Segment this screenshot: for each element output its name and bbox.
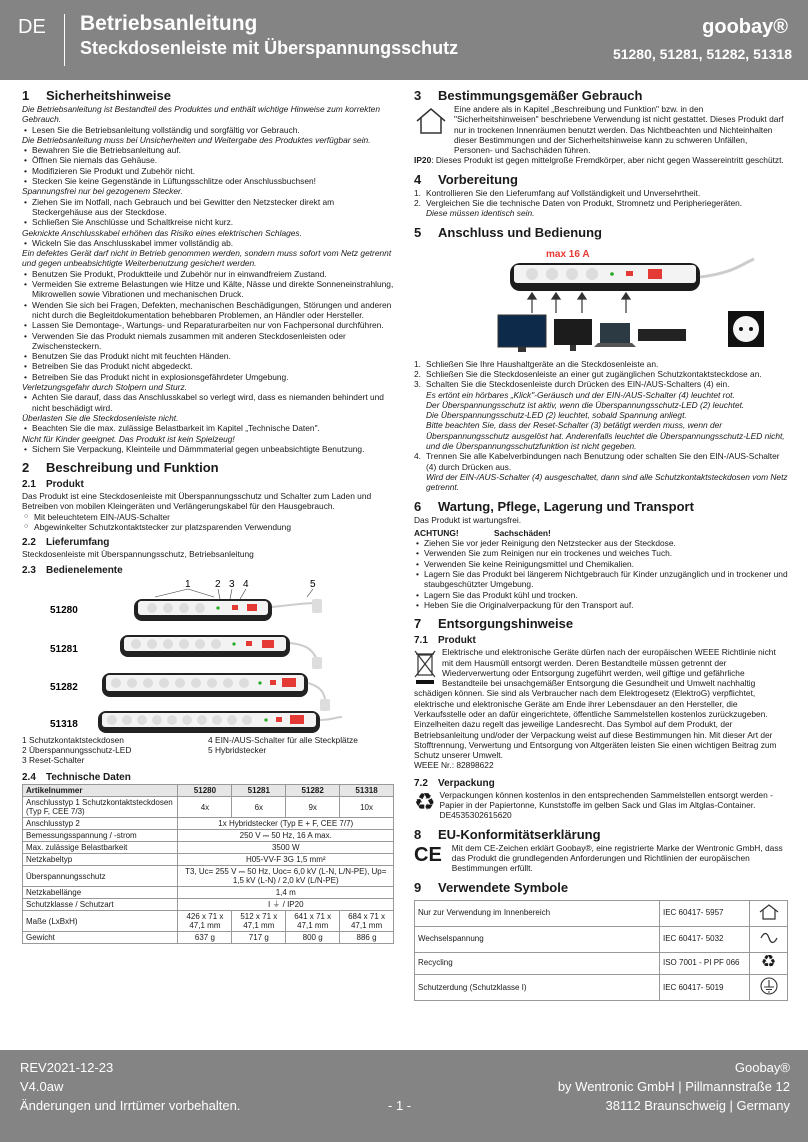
list-item: • Modifizieren Sie Produkt und Zubehör nicht. bbox=[22, 166, 394, 176]
italic-note: Ein defektes Gerät darf nicht in Betrieb genommen werden, sondern muss sofort vom Netz getrennt und gegen unbeabsichtigte Weiterbenutzung gesichert werden. bbox=[22, 248, 392, 269]
list-item: • Achten Sie darauf, dass das Anschlusskabel so verlegt wird, dass es niemanden behindert und nicht beschädigt wird. bbox=[22, 392, 394, 413]
goobay-logo: goobay® bbox=[702, 16, 788, 38]
table-header-cell: 51318 bbox=[340, 785, 394, 797]
packaging-registration: DE4535302615620 bbox=[439, 810, 512, 821]
power-strip bbox=[510, 263, 700, 291]
step-note: Es ertönt ein hörbares „Klick"-Geräusch und der EIN-/AUS-Schalter (4) leuchtet rot. bbox=[426, 389, 735, 400]
recycle-icon: ♻ bbox=[414, 788, 436, 816]
list-item: • Stecken Sie keine Gegenstände in Lüftungsschlitze oder Anschlussbuchsen! bbox=[22, 176, 394, 186]
section-8-heading: 8 EU-Konformitätserklärung bbox=[414, 826, 601, 842]
section-2-heading: 2 Beschreibung und Funktion bbox=[22, 460, 219, 476]
model-label-51280: 51280 bbox=[50, 604, 78, 616]
table-header-cell: 51281 bbox=[232, 785, 286, 797]
recycle-icon: ♻ bbox=[750, 953, 788, 975]
step-note: Bitte beachten Sie, dass der Reset-Schalter (3) betätigt werden muss, wenn der Überspannungsschutz ausgelöst hat. Anderenfalls leuchtet die Überspannungsschutz-LED nicht, und die Überspannungsschutzfunktion ist nicht gegeben. bbox=[426, 420, 785, 452]
max-current-label: max 16 A bbox=[546, 248, 590, 260]
row-value: 1x Hybridstecker (Typ E + F, CEE 7/7) bbox=[178, 818, 394, 830]
conformity-text: Mit dem CE-Zeichen erklärt Goobay®, eine registrierte Marke der Wentronic GmbH, dass das Produkt die grundlegenden Anforderungen und Richtlinien der europäischen Bestimmungen erfüllt. bbox=[451, 842, 783, 874]
row-value: 9x bbox=[286, 797, 340, 818]
section-2-1-heading: 2.1 Produkt bbox=[22, 479, 84, 491]
row-value: T3, Uc= 255 V ⎓ 50 Hz, Uoc= 6,0 kV (L-N, L/N-PE), Up= 1,5 kV (L-N) / 2,0 kV (L/N-PE) bbox=[178, 866, 394, 887]
list-item: • Ziehen Sie vor jeder Reinigung den Netzstecker aus der Steckdose. bbox=[414, 538, 788, 548]
step-text: Schließen Sie die Steckdosenleiste an einer gut zugänglichen Schutzkontaktsteckdose an. bbox=[426, 368, 762, 379]
monitor-icon bbox=[554, 319, 592, 351]
table-header-row bbox=[23, 785, 394, 797]
bullet-list bbox=[22, 197, 394, 228]
disclaimer: Änderungen und Irrtümer vorbehalten. bbox=[20, 1098, 241, 1113]
row-label: Überspannungsschutz bbox=[23, 866, 178, 887]
list-item: • Beachten Sie die max. zulässige Belastbarkeit im Kapitel „Technische Daten". bbox=[22, 423, 394, 433]
attention-warning: ACHTUNG! Sachschäden! bbox=[414, 527, 551, 538]
house-icon bbox=[414, 106, 448, 136]
step-note: Wird der EIN-/AUS-Schalter (4) ausgeschaltet, dann sind alle Schutzkontaktsteckdosen vom Netz getrennt. bbox=[426, 471, 788, 493]
step-body bbox=[426, 379, 788, 451]
list-item: • Ziehen Sie im Notfall, nach Gebrauch und bei Gewitter den Netzstecker direkt am Steckergehäuse aus der Steckdose. bbox=[22, 197, 394, 218]
bullet-list bbox=[22, 125, 394, 135]
page-header bbox=[0, 0, 808, 80]
weee-bin-icon bbox=[414, 649, 436, 685]
step-number: 3. bbox=[414, 379, 421, 390]
list-item: • Betreiben Sie das Produkt nicht abgedeckt. bbox=[22, 361, 394, 371]
list-item: • Öffnen Sie niemals das Gehäuse. bbox=[22, 155, 394, 165]
section-2-3-heading: 2.3 Bedienelemente bbox=[22, 564, 123, 576]
list-item bbox=[414, 379, 788, 451]
maintenance-list bbox=[414, 538, 788, 610]
list-item bbox=[414, 359, 788, 369]
list-item: • Bewahren Sie die Betriebsanleitung auf. bbox=[22, 145, 394, 155]
row-label: Schutzklasse / Schutzart bbox=[23, 899, 178, 911]
list-item bbox=[414, 369, 788, 379]
list-item: • Sichern Sie Verpackung, Kleinteile und Dämmmaterial gegen unbeabsichtigte Benutzung. bbox=[22, 444, 394, 454]
revision: REV2021-12-23 bbox=[20, 1060, 114, 1075]
symbol-description: Schutzerdung (Schutzklasse I) bbox=[415, 975, 660, 1001]
step-note: Der Überspannungsschutz ist aktiv, wenn die Überspannungsschutz-LED (2) leuchtet. bbox=[426, 399, 745, 410]
row-value: 426 x 71 x 47,1 mm bbox=[178, 911, 232, 932]
step-body bbox=[426, 369, 762, 379]
symbol-description: Wechselspannung bbox=[415, 926, 660, 952]
step-note: Die Überspannungsschutz-LED (2) leuchtet, sobald Spannung anliegt. bbox=[426, 410, 687, 421]
symbol-description: Recycling bbox=[415, 953, 660, 975]
list-item: • Verwenden Sie zum Reinigen nur ein trockenes und weiches Tuch. bbox=[414, 548, 788, 558]
section-4-heading: 4 Vorbereitung bbox=[414, 171, 518, 187]
symbols-table bbox=[414, 900, 788, 1002]
legend-item: 2 Überspannungsschutz-LED bbox=[22, 744, 132, 755]
table-header-cell: Artikelnummer bbox=[23, 785, 178, 797]
bullet-list bbox=[22, 444, 394, 454]
earth-icon bbox=[750, 975, 788, 1001]
list-item: • Benutzen Sie das Produkt nicht mit feuchten Händen. bbox=[22, 351, 394, 361]
row-value: 717 g bbox=[232, 932, 286, 944]
list-item: ○ Mit beleuchtetem EIN-/AUS-Schalter bbox=[22, 512, 394, 522]
legend-item: 5 Hybridstecker bbox=[208, 744, 267, 755]
ip20-note: IP20: Dieses Produkt ist gegen mittelgroße Fremdkörper, aber nicht gegen Wassereintritt geschützt. bbox=[414, 155, 784, 166]
section-7-1-heading: 7.1 Produkt bbox=[414, 635, 476, 647]
section-2-4-heading: 2.4 Technische Daten bbox=[22, 772, 131, 784]
bullet-list bbox=[22, 145, 394, 186]
table-row bbox=[415, 953, 788, 975]
brand: Goobay® bbox=[734, 1060, 790, 1075]
row-label: Anschlusstyp 2 bbox=[23, 818, 178, 830]
intended-use-text: Eine andere als in Kapitel „Beschreibung und Funktion" bzw. in den "Sicherheitshinweisen" beschriebene Verwendung ist nicht gestattet. Dieses Produkt darf nur in trockenen Innenräumen benutzt werden. Das Nichtbeachten und Nichteinhalten dieser Bestimmungen und der Sicherheitshinweise kann zu schweren Unfällen, Personen- und Sachschäden führen. bbox=[454, 104, 784, 156]
power-strip-51318 bbox=[98, 711, 342, 733]
callout-1: 1 bbox=[185, 578, 191, 590]
table-row bbox=[23, 830, 394, 842]
symbol-standard: ISO 7001 - PI PF 066 bbox=[660, 953, 750, 975]
step-number: 4. bbox=[414, 451, 421, 462]
italic-note: Verletzungsgefahr durch Stolpern und Sturz. bbox=[22, 382, 187, 393]
list-item: 1. Kontrollieren Sie den Lieferumfang auf Vollständigkeit und Unversehrtheit. bbox=[414, 187, 701, 198]
model-label-51318: 51318 bbox=[50, 718, 78, 730]
section-2-2-heading: 2.2 Lieferumfang bbox=[22, 537, 110, 549]
language-code: DE bbox=[18, 16, 46, 38]
row-label: Gewicht bbox=[23, 932, 178, 944]
row-label: Bemessungsspannung / -strom bbox=[23, 830, 178, 842]
left-column bbox=[22, 84, 394, 1041]
header-divider bbox=[64, 14, 65, 66]
packaging-text: Verpackungen können kostenlos in den entsprechenden Sammelstellen entsorgt werden - Papier in der Papiertonne, Kunststoffe im gelben Sack und Glas im Altglas-Container. bbox=[439, 789, 773, 811]
table-row bbox=[415, 900, 788, 926]
list-item: ○ Abgewinkelter Schutzkontaktstecker zur platzsparenden Verwendung bbox=[22, 522, 394, 532]
bullet-list bbox=[22, 423, 394, 433]
callout-4: 4 bbox=[243, 578, 249, 590]
list-item: • Wickeln Sie das Anschlusskabel immer vollständig ab. bbox=[22, 238, 394, 248]
callout-5: 5 bbox=[310, 578, 316, 590]
symbol-standard: IEC 60417- 5019 bbox=[660, 975, 750, 1001]
step-text: Schalten Sie die Steckdosenleiste durch Drücken des EIN-/AUS-Schalters (4) ein. bbox=[426, 379, 730, 390]
row-label: Max. zulässige Belastbarkeit bbox=[23, 842, 178, 854]
table-header-cell: 51282 bbox=[286, 785, 340, 797]
power-strip-51280 bbox=[134, 599, 322, 621]
document-subtitle: Steckdosenleiste mit Überspannungsschutz bbox=[80, 38, 459, 58]
italic-note: Geknickte Anschlusskabel erhöhen das Risiko eines elektrischen Schlages. bbox=[22, 227, 302, 238]
row-value: 800 g bbox=[286, 932, 340, 944]
table-row bbox=[23, 818, 394, 830]
row-value: 512 x 71 x 47,1 mm bbox=[232, 911, 286, 932]
laptop-icon bbox=[594, 323, 636, 347]
safety-instructions bbox=[22, 104, 394, 454]
step-text: Trennen Sie alle Kabelverbindungen nach Benutzung oder schalten Sie den EIN-/AUS-Schalter (4) durch Drücken aus. bbox=[426, 451, 780, 472]
row-value: 4x bbox=[178, 797, 232, 818]
connection-diagram bbox=[414, 243, 788, 355]
bullet-list bbox=[22, 238, 394, 248]
preparation-list bbox=[414, 188, 788, 209]
row-label: Maße (LxBxH) bbox=[23, 911, 178, 932]
version: V4.0aw bbox=[20, 1079, 64, 1094]
italic-note: Nicht für Kinder geeignet. Das Produkt ist kein Spielzeug! bbox=[22, 433, 235, 444]
tv-icon bbox=[498, 315, 546, 352]
list-item: • Verwenden Sie das Produkt niemals zusammen mit anderen Steckdosenleisten oder Zwischensteckern. bbox=[22, 331, 394, 352]
row-value: 6x bbox=[232, 797, 286, 818]
row-label: Anschlusstyp 1 Schutzkontaktsteckdosen (Typ F, CEE 7/3) bbox=[23, 797, 178, 818]
table-row bbox=[23, 866, 394, 887]
table-row bbox=[23, 797, 394, 818]
power-strip-51282 bbox=[102, 673, 330, 711]
model-label-51282: 51282 bbox=[50, 681, 78, 693]
table-header-cell: 51280 bbox=[178, 785, 232, 797]
technical-data-table bbox=[22, 784, 394, 944]
list-item: • Schließen Sie Anschlüsse und Schaltkreise nicht kurz. bbox=[22, 217, 394, 227]
legend-item: 3 Reset-Schalter bbox=[22, 755, 85, 766]
address-line-1: by Wentronic GmbH | Pillmannstraße 12 bbox=[557, 1079, 790, 1094]
callout-3: 3 bbox=[229, 578, 235, 590]
section-6-heading: 6 Wartung, Pflege, Lagerung und Transport bbox=[414, 498, 694, 514]
table-row bbox=[23, 911, 394, 932]
model-numbers: 51280, 51281, 51282, 51318 bbox=[612, 46, 792, 62]
symbol-standard: IEC 60417- 5032 bbox=[660, 926, 750, 952]
wall-socket-icon bbox=[728, 311, 764, 347]
italic-note: Die Betriebsanleitung muss bei Unsicherheiten und Weitergabe des Produktes verfügbar sein. bbox=[22, 134, 371, 145]
right-column bbox=[414, 84, 788, 1041]
power-strip-51281 bbox=[120, 635, 322, 669]
italic-note: Spannungsfrei nur bei gezogenem Stecker. bbox=[22, 186, 183, 197]
section-7-2-heading: 7.2 Verpackung bbox=[414, 777, 495, 789]
row-value: 1,4 m bbox=[178, 887, 394, 899]
list-item: • Verwenden Sie keine Reinigungsmittel und Chemikalien. bbox=[414, 559, 788, 569]
model-label-51281: 51281 bbox=[50, 643, 78, 655]
disposal-text: Elektrische und elektronische Geräte dürfen nach der europäischen WEEE Richtlinie nicht mit dem Hausmüll entsorgt werden. Deren Bestandteile müssen getrennt der Wiederverwertung oder Entsorgung zugeführt werden, weil giftige und gefährliche Bestandteile bei unsachgemäßer Entsorgung die Gesundheit und Umwelt nachhaltig schädigen können. Sie sind als Verbraucher nach dem Elektrogesetz (ElektroG) verpflichtet, elektrische und elektronische Geräte am Ende ihrer Lebensdauer an den Hersteller, die Verkaufsstelle oder an dafür eingerichtete, öffentliche Sammelstellen kostenlos zurückzugeben. Einzelheiten dazu regelt das jeweilige Landesrecht. Das Symbol auf dem Produkt, der Betriebsanleitung und/oder der Verpackung weist auf diese Bestimmungen hin. Mit dieser Art der Stofftrennung, Verwertung und Entsorgung von Altgeräten leisten Sie einen wichtigen Beitrag zum Schutz unserer Umwelt. bbox=[414, 647, 777, 761]
legend-item: 4 EIN-/AUS-Schalter für alle Steckplätze bbox=[208, 734, 358, 745]
list-item: • Lesen Sie die Betriebsanleitung vollständig und sorgfältig vor Gebrauch. bbox=[22, 125, 394, 135]
table-row bbox=[23, 854, 394, 866]
bullet-list bbox=[22, 269, 394, 382]
ce-mark-icon: CE bbox=[414, 843, 442, 866]
row-label: Netzkabellänge bbox=[23, 887, 178, 899]
step-text: Schließen Sie Ihre Haushaltgeräte an die Steckdosenleiste an. bbox=[426, 358, 659, 369]
operation-steps bbox=[414, 359, 788, 493]
preparation-note: Diese müssen identisch sein. bbox=[426, 208, 535, 219]
symbol-description: Nur zur Verwendung im Innenbereich bbox=[415, 900, 660, 926]
row-value: 684 x 71 x 47,1 mm bbox=[340, 911, 394, 932]
list-item: • Wenden Sie sich bei Fragen, Defekten, mechanischen Beschädigungen, Störungen und anderen nicht durch die Begleitdokumentation behebbaren Problemen, an Händler oder Hersteller. bbox=[22, 300, 394, 321]
row-value: I ⏚ / IP20 bbox=[178, 899, 394, 911]
house-icon bbox=[750, 900, 788, 926]
step-number: 2. bbox=[414, 368, 421, 379]
step-body bbox=[426, 359, 658, 369]
list-item: 2. Vergleichen Sie die technische Daten von Produkt, Stromnetz und Peripheriegeräten. bbox=[414, 198, 743, 209]
symbol-standard: IEC 60417- 5957 bbox=[660, 900, 750, 926]
document-title: Betriebsanleitung bbox=[80, 12, 258, 35]
settop-box-icon bbox=[638, 329, 686, 341]
page-footer bbox=[0, 1050, 808, 1142]
row-value: 250 V ⎓ 50 Hz, 16 A max. bbox=[178, 830, 394, 842]
list-item: • Lagern Sie das Produkt kühl und trocken. bbox=[414, 590, 788, 600]
scope-of-delivery: Steckdosenleiste mit Überspannungsschutz, Betriebsanleitung bbox=[22, 549, 254, 560]
row-value: 10x bbox=[340, 797, 394, 818]
row-value: 886 g bbox=[340, 932, 394, 944]
row-value: H05-VV-F 3G 1,5 mm² bbox=[178, 854, 394, 866]
section-9-heading: 9 Verwendete Symbole bbox=[414, 879, 569, 895]
controls-legend bbox=[22, 735, 394, 766]
row-label: Netzkabeltyp bbox=[23, 854, 178, 866]
bullet-list bbox=[22, 392, 394, 413]
controls-diagram bbox=[22, 577, 394, 733]
row-value: 641 x 71 x 47,1 mm bbox=[286, 911, 340, 932]
step-number: 1. bbox=[414, 358, 421, 369]
section-5-heading: 5 Anschluss und Bedienung bbox=[414, 224, 602, 240]
row-value: 3500 W bbox=[178, 842, 394, 854]
section-3-heading: 3 Bestimmungsgemäßer Gebrauch bbox=[414, 88, 643, 103]
table-row bbox=[23, 899, 394, 911]
table-row bbox=[23, 932, 394, 944]
weee-number: WEEE Nr.: 82898622 bbox=[414, 760, 494, 771]
table-row bbox=[415, 926, 788, 952]
italic-note: Überlasten Sie die Steckdosenleiste nicht. bbox=[22, 412, 179, 423]
list-item: • Lassen Sie Demontage-, Wartungs- und Reparaturarbeiten nur von Fachpersonal durchführen. bbox=[22, 320, 394, 330]
ac-icon bbox=[750, 926, 788, 952]
list-item: • Benutzen Sie Produkt, Produktteile und Zubehör nur in einwandfreiem Zustand. bbox=[22, 269, 394, 279]
list-item: • Heben Sie die Originalverpackung für den Transport auf. bbox=[414, 600, 788, 610]
italic-note: Die Betriebsanleitung ist Bestandteil des Produktes und enthält wichtige Hinweise zum korrekten Gebrauch. bbox=[22, 104, 380, 125]
table-row bbox=[415, 975, 788, 1001]
row-value: 637 g bbox=[178, 932, 232, 944]
maintenance-text: Das Produkt ist wartungsfrei. bbox=[414, 514, 522, 525]
list-item: • Vermeiden Sie extreme Belastungen wie Hitze und Kälte, Nässe und direkte Sonneneinstrahlung, Mikrowellen sowie Vibrationen und mechanischen Druck. bbox=[22, 279, 394, 300]
step-body bbox=[426, 451, 788, 492]
list-item: • Lagern Sie das Produkt bei längerem Nichtgebrauch für Kinder unzugänglich und in trockener und staubgeschützter Umgebung. bbox=[414, 569, 788, 590]
address-line-2: 38112 Braunschweig | Germany bbox=[605, 1098, 790, 1113]
list-item bbox=[414, 451, 788, 492]
section-7-heading: 7 Entsorgungshinweise bbox=[414, 616, 574, 632]
legend-item: 1 Schutzkontaktsteckdosen bbox=[22, 734, 124, 745]
section-1-heading: 1 Sicherheitshinweise bbox=[22, 88, 171, 103]
callout-2: 2 bbox=[215, 578, 221, 590]
page-number: - 1 - bbox=[388, 1098, 412, 1113]
feature-list bbox=[22, 512, 394, 533]
product-description: Das Produkt ist eine Steckdosenleiste mit Überspannungsschutz und Schalter zum Laden und Betreiben von mobilen Kleingeräten und Verlängerungskabel für den Hausgebrauch. bbox=[22, 491, 372, 512]
table-row bbox=[23, 887, 394, 899]
table-row bbox=[23, 842, 394, 854]
list-item: • Betreiben Sie das Produkt nicht in explosionsgefährdeter Umgebung. bbox=[22, 372, 394, 382]
